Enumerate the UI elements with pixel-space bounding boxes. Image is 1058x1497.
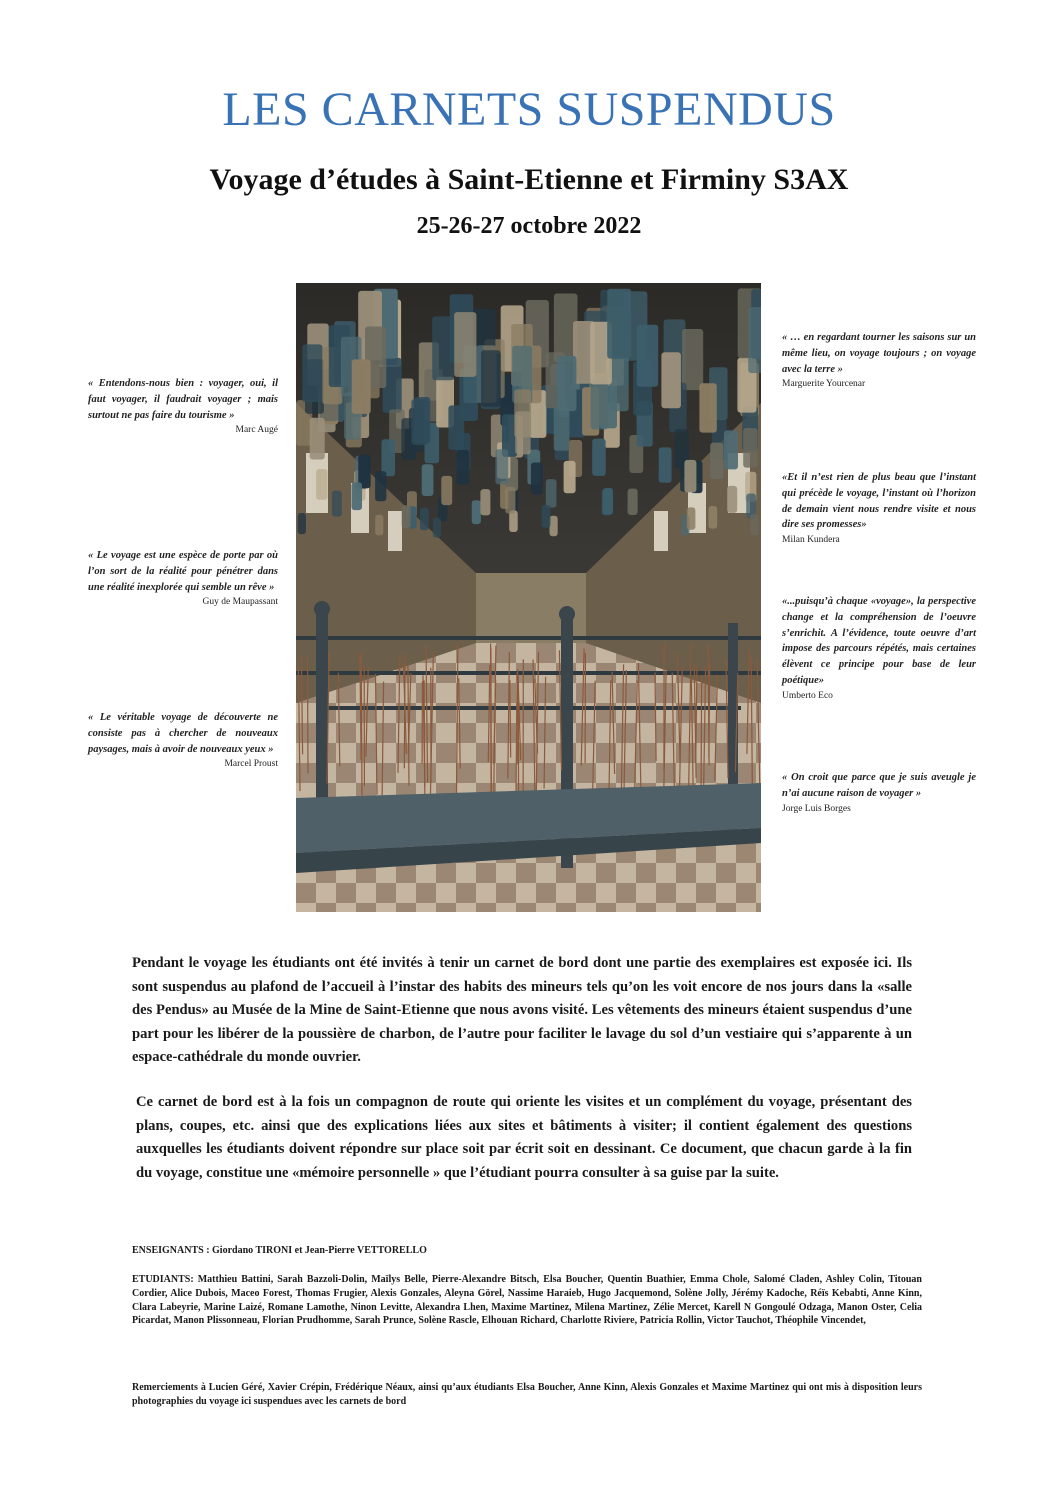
hanging-garment: [724, 430, 738, 469]
hanging-garment: [708, 506, 717, 529]
hanging-garment: [310, 418, 325, 460]
quote-author: Marc Augé: [235, 425, 278, 436]
hanging-chain: [709, 662, 710, 759]
hanging-garment: [591, 379, 609, 429]
hanging-garment: [302, 344, 322, 402]
hanging-garment: [661, 352, 681, 408]
hanging-garment: [592, 439, 606, 476]
hanging-garment: [743, 428, 757, 468]
hanging-garment: [457, 450, 470, 485]
hanging-garment: [448, 405, 464, 450]
hanging-garment: [316, 469, 327, 500]
quote-text: « On croit que parce que je suis aveugle je n’ai aucune raison de voyager »: [782, 772, 976, 799]
quote-text: «...puisqu’à chaque «voyage», la perspective change et la compréhension de l’oeuvre s’enrichit. A l’évidence, toute oeuvre d’art impose des parcours répétés, mais certaines élèvent ce principe pour base de leur poétique»: [782, 596, 976, 686]
hanging-chain: [491, 644, 492, 802]
hanging-garment: [382, 439, 396, 476]
paragraph-carnet: Ce carnet de bord est à la fois un compagnon de route qui oriente les visites et un complément du voyage, présentant des plans, coupes, etc. ainsi que des explications liées aux sites et bâtiments à visiter; il contient également des questions auxquelles les étudiants doivent répondre sur place soit par écrit soit en dessinant. Ce document, que chacun garde à la fin du voyage, constitue une «mémoire personnelle » que l’étudiant pourra consulter à sa guise par la suite.: [136, 1094, 912, 1181]
quote-text: « Le véritable voyage de découverte ne consiste pas à chercher de nouveaux paysages, mais à avoir de nouveaux yeux »: [88, 712, 278, 755]
hanging-chain: [701, 676, 702, 800]
students-list: ETUDIANTS: Matthieu Battini, Sarah Bazzoli-Dolin, Maïlys Belle, Pierre-Alexandre Bitsch, Elsa Boucher, Quentin Buathier, Emma Chole, Salomé Claden, Ashley Colin, Titouan Cordier, Alice Dubois, Maceo Forest, Thomas Frugier, Alexis Gonzales, Aleyna Görel, Nassime Haraieb, Hugo Jacquemond, Solène Jolly, Jérémy Kadoche, Réïs Kebabti, Anne Kinn, Clara Labeyrie, Marine Laizé, Romane Lamothe, Ninon Levitte, Alexandra Lhen, Maxime Martinez, Milena Martinez, Zélie Mercet, Karell N Gongoulé Odzaga, Manon Oster, Celia Picardat, Manon Plissonneau, Florian Prudhomme, Sarah Prunce, Solène Rascle, Elhouan Richard, Charlotte Riviere, Patricia Rollin, Victor Tauchot, Théophile Vincendet,: [132, 1274, 922, 1327]
hanging-garment: [554, 407, 570, 451]
hanging-garment: [699, 383, 716, 432]
quote-right-1: [782, 330, 976, 393]
hanging-garment: [564, 461, 576, 493]
quote-text: « … en regardant tourner les saisons sur un même lieu, on voyage toujours ; on voyage avec la terre »: [782, 332, 976, 375]
quote-left-3: [88, 710, 278, 773]
quote-author: Marguerite Yourcenar: [782, 379, 866, 390]
hanging-garment: [637, 325, 658, 387]
hanging-garment: [505, 487, 515, 514]
hanging-garment: [332, 491, 342, 517]
hanging-garment: [750, 514, 758, 535]
hanging-garment: [659, 447, 672, 482]
hanging-garment: [531, 463, 543, 495]
hanging-garment: [495, 449, 508, 484]
hanging-garment: [557, 356, 576, 411]
hanging-garment: [542, 505, 551, 528]
hanging-garment: [509, 510, 518, 532]
hanging-garment: [402, 505, 411, 528]
quote-right-2: [782, 470, 976, 549]
page-subtitle: Voyage d’études à Saint-Etienne et Firminy S3AX: [209, 163, 849, 196]
photo-salle-des-pendus: [296, 283, 761, 912]
hanging-garment: [710, 443, 723, 479]
quote-text: « Entendons-nous bien : voyager, oui, il faut voyager, il faudrait voyager ; mais surtout ne pas faire du tourisme »: [88, 378, 278, 421]
hanging-chain: [308, 657, 309, 774]
quote-author: Milan Kundera: [782, 535, 840, 546]
teachers-credit: ENSEIGNANTS : Giordano TIRONI et Jean-Pierre VETTORELLO: [132, 1245, 427, 1256]
acknowledgements: Remerciements à Lucien Géré, Xavier Crépin, Frédérique Néaux, ainsi qu’aux étudiants Elsa Boucher, Anne Kinn, Alexis Gonzales et Maxime Martinez qui ont mis à disposition leurs photographies du voyage ici suspendues avec les carnets de bord: [132, 1382, 922, 1407]
hanging-garment: [375, 515, 383, 536]
quote-text: «Et il n’est rien de plus beau que l’instant qui précède le voyage, l’instant où l’horizon de demain vient nous rendre visite et nous dire ses promesses»: [782, 472, 976, 531]
hanging-garment: [422, 464, 434, 496]
hanging-garment: [628, 489, 638, 515]
hanging-garment: [748, 307, 761, 373]
hanging-garment: [684, 460, 696, 493]
quote-author: Umberto Eco: [782, 690, 833, 701]
hanging-garment: [352, 359, 371, 414]
hanging-garment: [472, 500, 481, 524]
quote-left-1: [88, 376, 278, 439]
quote-author: Jorge Luis Borges: [782, 803, 851, 814]
hanging-garment: [454, 312, 476, 377]
quote-author: Marcel Proust: [224, 759, 278, 770]
hanging-garment: [602, 489, 612, 515]
hanging-garment: [433, 518, 441, 538]
hanging-garment: [687, 507, 696, 529]
hanging-garment: [420, 508, 429, 530]
hanging-garment: [682, 329, 703, 390]
hanging-chain: [361, 655, 362, 796]
event-dates: 25-26-27 octobre 2022: [416, 213, 642, 239]
quote-right-3: [782, 594, 976, 705]
page-title: LES CARNETS SUSPENDUS: [222, 83, 836, 136]
quote-left-2: [88, 548, 278, 611]
quote-author: Guy de Maupassant: [202, 597, 278, 608]
paragraph-intro: Pendant le voyage les étudiants ont été invités à tenir un carnet de bord dont une partie des exemplaires est exposée ici. Ils sont suspendus au plafond de l’accueil à l’instar des habits des mineurs tels qu’on les voit encore de nos jours dans la «salle des Pendus» au Musée de la Mine de Saint-Etienne que nous avons visité. Les vêtements des mineurs étaient suspendus d’une part pour les libérer de la poussière de charbon, de l’autre pour faciliter le lavage du sol d’un vestiaire qui s’apparente à un espace-cathédrale du monde ouvrier.: [132, 955, 912, 1065]
hanging-garment: [481, 350, 501, 407]
hanging-garment: [480, 489, 490, 515]
hanging-garment: [432, 316, 454, 380]
hanging-garment: [411, 399, 427, 445]
hanging-garment: [298, 513, 306, 534]
hanging-garment: [441, 476, 452, 505]
hanging-garment: [609, 356, 628, 411]
hanging-garment: [727, 486, 737, 513]
quote-right-4: [782, 770, 976, 817]
quote-text: « Le voyage est une espèce de porte par où l’on sort de la réalité pour pénétrer dans une réalité inexplorée qui semble un rêve »: [88, 550, 278, 593]
hanging-garment: [352, 482, 363, 510]
hanging-garment: [607, 289, 631, 359]
hanging-garment: [515, 411, 530, 454]
hanging-garment: [550, 516, 558, 537]
hanging-garment: [375, 471, 386, 501]
hanging-garment: [546, 479, 557, 508]
